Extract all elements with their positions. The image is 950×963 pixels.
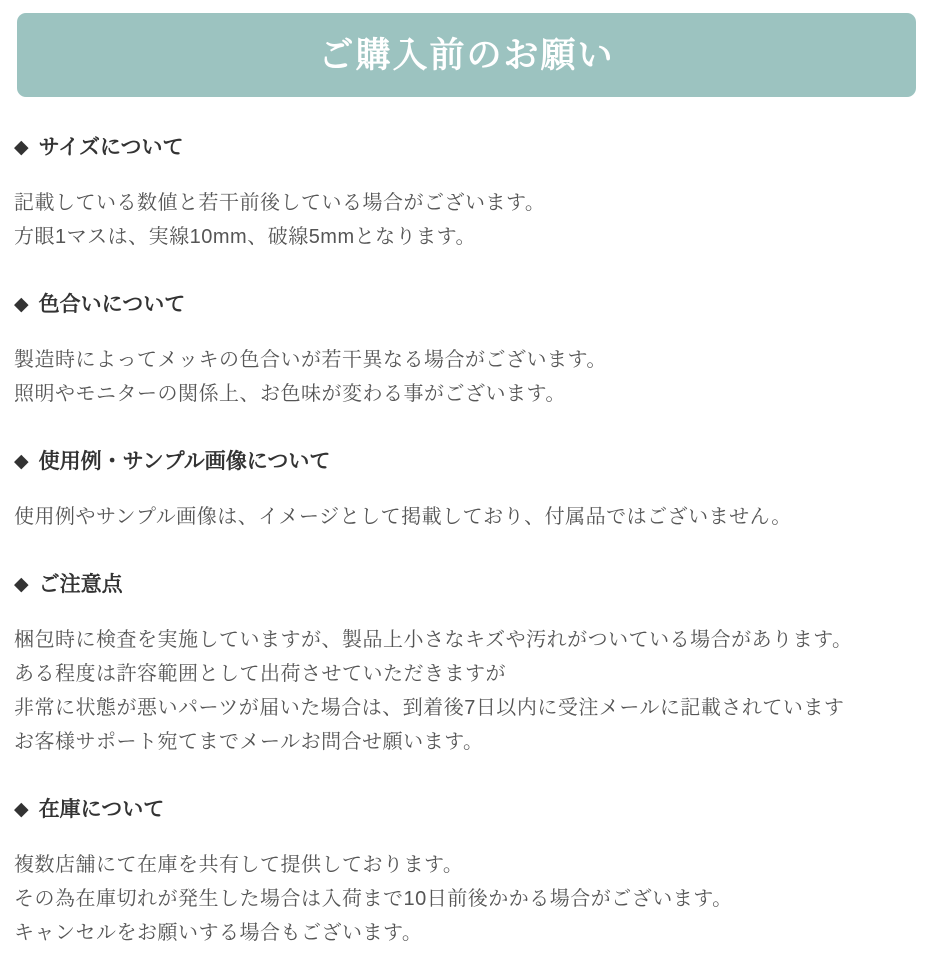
- section-body: [14, 343, 936, 411]
- section-heading: [14, 572, 936, 598]
- section-heading-label: 在庫について: [38, 798, 165, 821]
- section-text-line: 複数店舗にて在庫を共有して提供しております。: [14, 854, 464, 876]
- section-color: [14, 292, 936, 411]
- section-size: [14, 135, 936, 254]
- section-heading: [14, 292, 936, 318]
- diamond-bullet-icon: ◆: [14, 137, 29, 158]
- section-text-line: 方眼1マスは、実線10mm、破線5mmとなります。: [14, 226, 477, 248]
- section-body: [14, 500, 936, 534]
- section-heading-label: サイズについて: [38, 136, 184, 159]
- section-text-line: お客様サポート宛てまでメールお問合せ願います。: [14, 731, 484, 753]
- section-heading: [14, 797, 936, 823]
- section-text-line: 使用例やサンプル画像は、イメージとして掲載しており、付属品ではございません。: [14, 506, 792, 528]
- section-body: [14, 186, 936, 254]
- section-stock: [14, 797, 936, 950]
- section-cautions: [14, 572, 936, 759]
- diamond-bullet-icon: ◆: [14, 294, 29, 315]
- section-text-line: 照明やモニターの関係上、お色味が変わる事がございます。: [14, 383, 566, 405]
- page-title: ご購入前のお願い: [318, 35, 615, 75]
- section-heading-label: ご注意点: [38, 573, 123, 596]
- diamond-bullet-icon: ◆: [14, 451, 29, 472]
- section-text-line: 製造時によってメッキの色合いが若干異なる場合がございます。: [14, 349, 607, 371]
- section-text-line: その為在庫切れが発生した場合は入荷まで10日前後かかる場合がございます。: [14, 888, 733, 910]
- notice-content: [0, 135, 950, 950]
- diamond-bullet-icon: ◆: [14, 574, 29, 595]
- section-body: [14, 848, 936, 950]
- section-text-line: 梱包時に検査を実施していますが、製品上小さなキズや汚れがついている場合があります。: [14, 629, 853, 651]
- section-heading: [14, 135, 936, 161]
- section-heading-label: 色合いについて: [38, 293, 186, 316]
- diamond-bullet-icon: ◆: [14, 799, 29, 820]
- page-title-banner: [17, 13, 916, 97]
- section-text-line: キャンセルをお願いする場合もございます。: [14, 922, 423, 944]
- section-text-line: ある程度は許容範囲として出荷させていただきますが: [14, 663, 506, 685]
- section-heading: [14, 449, 936, 475]
- section-text-line: 記載している数値と若干前後している場合がございます。: [14, 192, 546, 214]
- section-text-line: 非常に状態が悪いパーツが届いた場合は、到着後7日以内に受注メールに記載されています: [14, 697, 845, 719]
- section-body: [14, 623, 936, 759]
- section-heading-label: 使用例・サンプル画像について: [38, 450, 331, 473]
- section-sample-images: [14, 449, 936, 534]
